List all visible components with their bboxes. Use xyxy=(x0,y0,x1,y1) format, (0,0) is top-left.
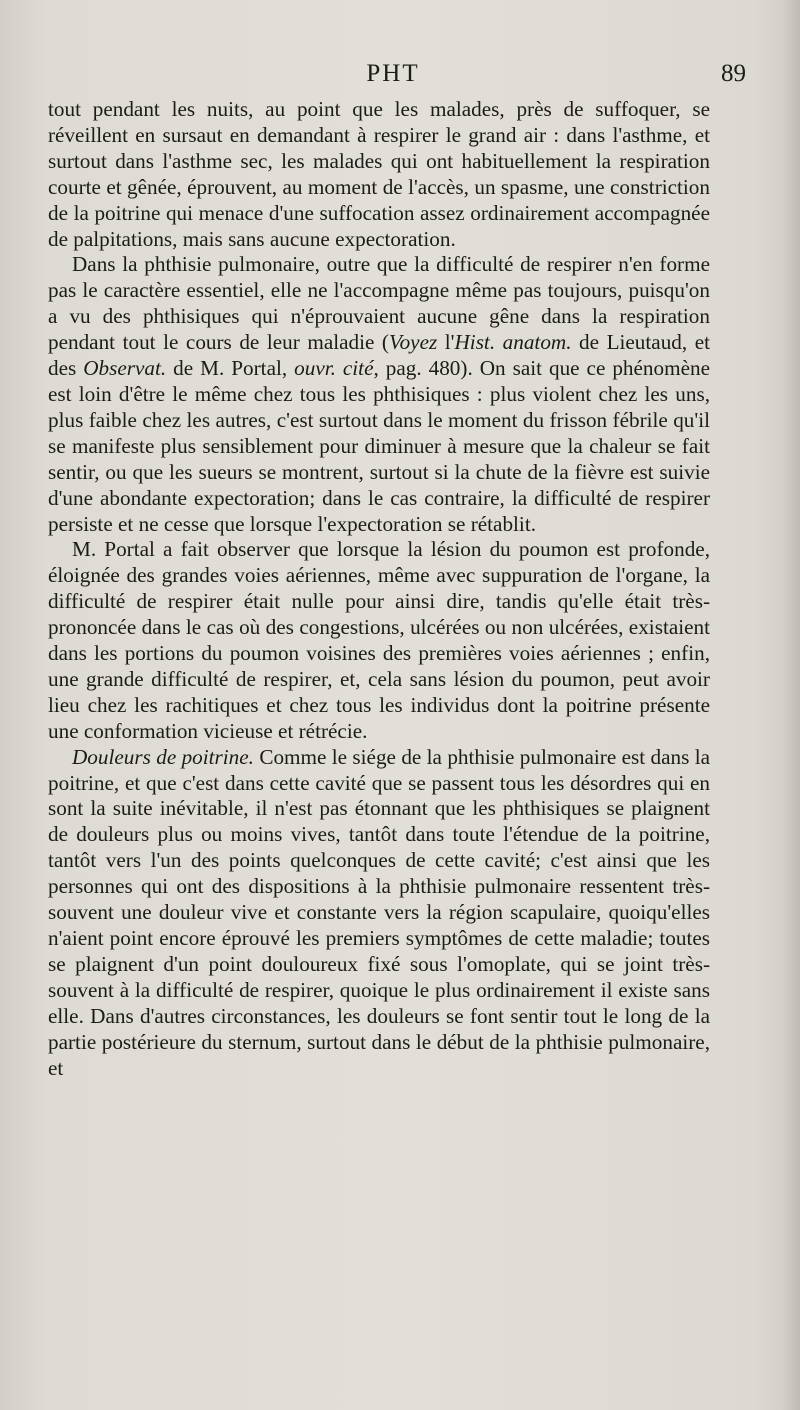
citation-hist-anatom: Hist. anatom. xyxy=(454,330,572,355)
paragraph-text: l' xyxy=(437,330,455,355)
page-edge-shadow xyxy=(782,0,800,1410)
citation-observat: Observat. xyxy=(83,356,167,381)
page-number: 89 xyxy=(721,60,746,87)
paragraph-douleurs xyxy=(48,745,710,1082)
paragraph-text: de Lieutaud, et des xyxy=(48,330,710,381)
paragraph-continuation: tout pendant les nuits, au point que les malades, près de suffoquer, se réveillent en sursaut en demandant à respirer le grand air : dans l'asthme, et surtout dans l'asthme sec, les malades qui ont habituellement la respiration courte et gênée, éprouvent, au moment de l'accès, un spasme, une constriction de la poitrine qui menace d'une suffocation assez ordinairement accompagnée de palpitations, mais sans aucune expectoration. xyxy=(48,97,710,251)
paragraph-text: Comme le siége de la phthisie pulmonaire est dans la poitrine, et que c'est dans cette cavité que se passent tous les désordres qui en sont la suite inévitable, il n'est pas étonnant que les phthisiques se plaignent de douleurs plus ou moins vives, tantôt dans toute l'étendue de la poitrine, tantôt vers l'un des points quelconques de cette cavité; c'est ainsi que les personnes qui ont des dispositions à la phthisie pulmonaire ressentent très-souvent une douleur vive et constante vers la région scapulaire, quoiqu'elles n'aient point encore éprouvé les premiers symptômes de cette maladie; toutes se plaignent d'un point douloureux fixé sous l'omoplate, qui se joint très-souvent à la difficulté de respirer, quoique le plus ordinairement il existe sans elle. Dans d'autres circonstances, les douleurs se font sentir tout le long de la partie postérieure du sternum, surtout dans le début de la phthisie pulmonaire, et xyxy=(48,744,710,1080)
running-head: PHT xyxy=(366,60,420,87)
section-heading: Douleurs de poitrine. xyxy=(72,744,254,769)
paragraph-text: de M. Portal, xyxy=(166,356,295,381)
citation-voyez: Voyez xyxy=(389,330,438,355)
paragraph-text: Dans la phthisie pulmonaire, outre que la difficulté de respirer n'en forme pas le caractère essentiel, elle ne l'accompagne même pas toujours, puisqu'on a vu des phthisiques qui n'éprouvaient aucune gêne dans la respiration pendant tout le cours de leur maladie ( xyxy=(48,252,710,355)
page-header xyxy=(40,60,746,94)
paragraph-phthisie-respiration xyxy=(48,252,710,537)
citation-ouvr-cite: ouvr. cité xyxy=(294,356,374,381)
body-text xyxy=(48,97,710,1081)
paragraph-text: , pag. 480). On sait que ce phénomène est loin d'être le même chez tous les phthisiques : plus violent chez les uns, plus faible chez les autres, c'est surtout dans le moment du frisson fébrile qu'il se manifeste plus sensiblement pour diminuer à mesure que la chaleur se fait sentir, ou que les sueurs se montrent, surtout si la chute de la fièvre est suivie d'une abondante expectoration; dans le cas contraire, la difficulté de respirer persiste et ne cesse que lorsque l'expectoration se rétablit. xyxy=(48,356,710,536)
paragraph-portal: M. Portal a fait observer que lorsque la lésion du poumon est profonde, éloignée des grandes voies aériennes, même avec suppuration de l'organe, la difficulté de respirer était nulle pour ainsi dire, tandis qu'elle était très-prononcée dans le cas où des congestions, ulcérées ou non ulcérées, existaient dans les portions du poumon voisines des premières voies aériennes ; enfin, une grande difficulté de respirer, et, cela sans lésion du poumon, peut avoir lieu chez les rachitiques et chez tous les individus dont la poitrine présente une conformation vicieuse et rétrécie. xyxy=(48,537,710,743)
